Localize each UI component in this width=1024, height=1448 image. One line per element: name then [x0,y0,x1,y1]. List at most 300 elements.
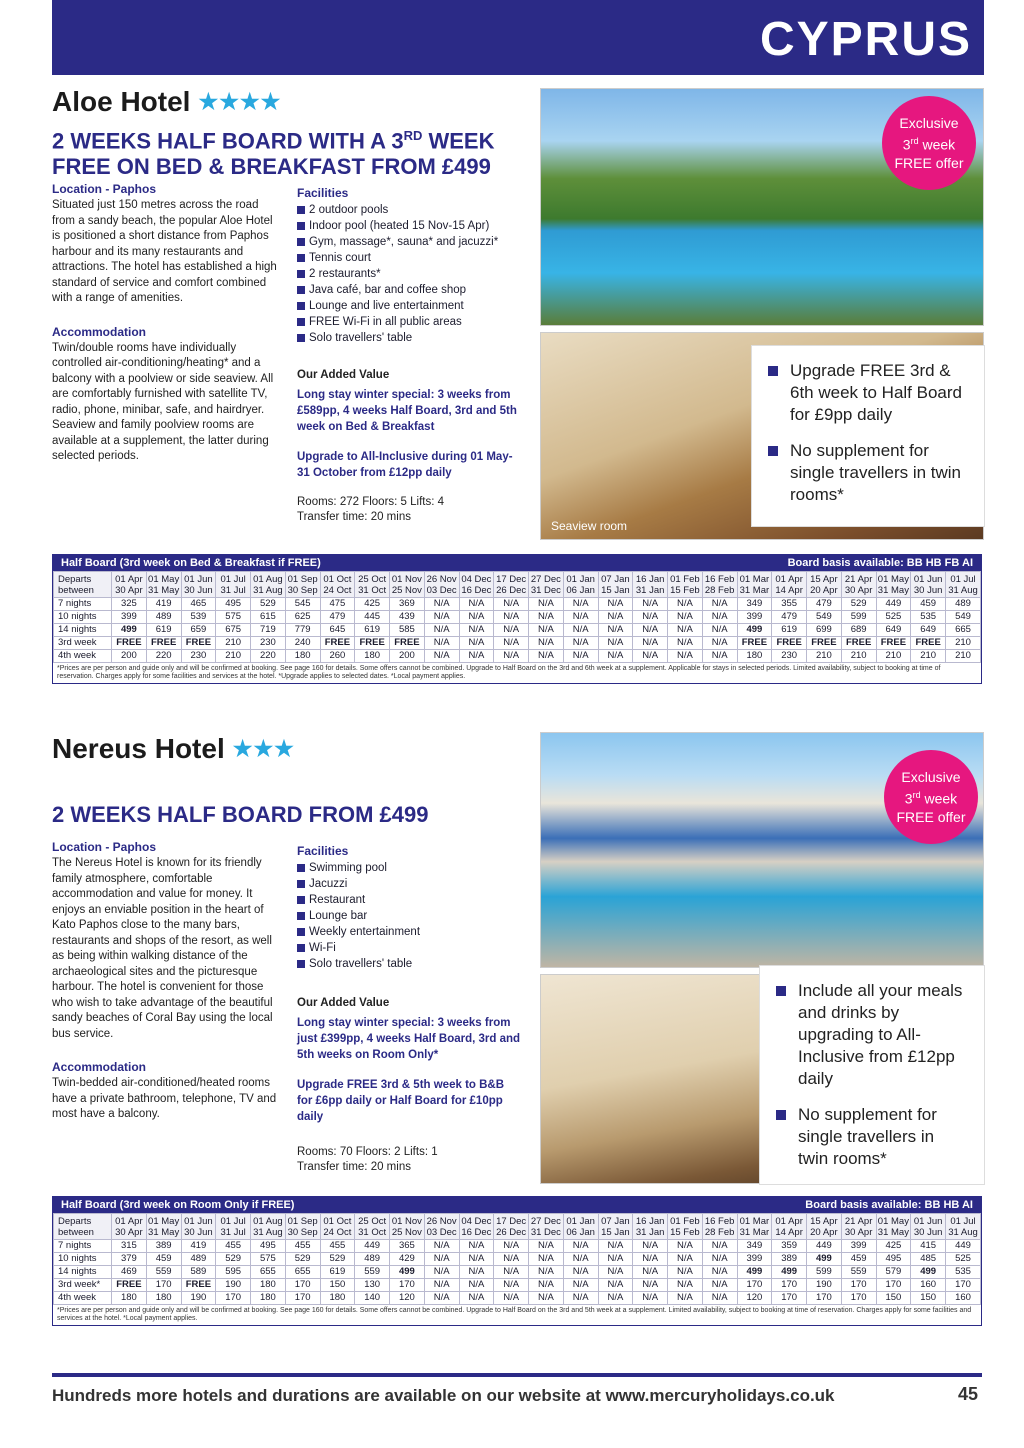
price-cell: 220 [251,650,286,663]
price-cell: 210 [876,650,911,663]
price-cell: N/A [494,1240,529,1253]
price-cell: 499 [390,1266,425,1279]
board-basis: Board basis available: BB HB AI [805,1199,973,1211]
period-header: 01 Apr 14 Apr [772,1214,807,1240]
period-header: 26 Nov 03 Dec [424,572,459,598]
feature-item: No supplement for single travellers in twin rooms* [776,1104,968,1170]
period-header: 01 Jan 06 Jan [563,572,598,598]
price-cell: 365 [390,1240,425,1253]
bullet-square-icon [768,446,778,456]
price-cell: 399 [841,1240,876,1253]
aloe-offer-headline: 2 WEEKS HALF BOARD WITH A 3RD WEEK FREE ON BED & BREAKFAST FROM £499 [52,128,495,180]
price-cell: 439 [390,611,425,624]
row-label: 14 nights [54,1266,112,1279]
period-header: 01 Jul 31 Aug [946,572,981,598]
price-cell: N/A [494,1253,529,1266]
price-cell: 455 [285,1240,320,1253]
period-header: 01 Jun 30 Jun [911,1214,946,1240]
bullet-square-icon [297,302,305,310]
price-cell: 355 [772,598,807,611]
bullet-square-icon [776,986,786,996]
period-header: 01 May 31 May [148,573,180,596]
price-cell: 449 [946,1240,981,1253]
price-cell: 479 [807,598,842,611]
price-cell: 210 [216,650,251,663]
price-cell: 419 [146,598,181,611]
price-cell: 455 [216,1240,251,1253]
accommodation-label: Accommodation [52,324,147,339]
price-cell: 389 [772,1253,807,1266]
price-cell: N/A [459,1292,494,1305]
price-cell: 180 [355,650,390,663]
period-header: 04 Dec 16 Dec [459,1214,494,1240]
price-cell: N/A [424,1266,459,1279]
price-cell: 170 [807,1292,842,1305]
price-cell: 429 [390,1253,425,1266]
bullet-square-icon [297,206,305,214]
row-label: 3rd week* [54,1279,112,1292]
period-header: 01 Apr 30 Apr [112,1214,147,1240]
price-cell: N/A [494,1292,529,1305]
price-cell: 230 [251,637,286,650]
period-header: 01 Jan 06 Jan [563,1214,598,1240]
price-cell: N/A [563,598,598,611]
price-cell: 349 [737,598,772,611]
price-cell: 699 [807,624,842,637]
aloe-feature-box [752,346,984,526]
price-cell: N/A [529,1279,564,1292]
price-cell: N/A [563,1266,598,1279]
footer-divider [52,1373,982,1377]
price-cell: 499 [807,1253,842,1266]
price-cell: 625 [285,611,320,624]
price-cell: N/A [702,611,737,624]
added-value-upgrade: Upgrade to All-Inclusive during 01 May-31 October from £12pp daily [297,451,513,479]
exclusive-offer-badge: Exclusive 3rd week FREE offer [882,96,976,190]
price-cell: N/A [668,598,703,611]
price-cell: FREE [181,637,216,650]
price-cell: 719 [251,624,286,637]
added-value-upgrade: Upgrade FREE 3rd & 5th week to B&B for £6pp daily or Half Board for £10pp daily [297,1079,505,1123]
period-header: 01 Jun 30 Jun [911,572,946,598]
table-row [54,1240,981,1253]
list-item: Lounge and live entertainment [297,298,521,314]
price-cell: 619 [355,624,390,637]
price-cell: 495 [876,1253,911,1266]
period-header: 01 May 31 May [877,1215,909,1238]
hotel-name: Aloe Hotel [52,86,191,117]
price-cell: 170 [390,1279,425,1292]
price-cell: N/A [598,598,633,611]
price-cell: 180 [251,1292,286,1305]
departs-header: Departs between [54,1214,112,1240]
period-header: 17 Dec 26 Dec [494,572,529,598]
price-cell: N/A [598,1292,633,1305]
price-cell: FREE [355,637,390,650]
price-cell: FREE [772,637,807,650]
list-item: FREE Wi-Fi in all public areas [297,314,521,330]
price-cell: 535 [911,611,946,624]
bullet-square-icon [297,944,305,952]
photo-caption: Seaview room [551,519,628,533]
bullet-square-icon [768,366,778,376]
price-cell: 499 [737,1266,772,1279]
price-cell: 489 [355,1253,390,1266]
price-cell: 499 [737,624,772,637]
period-header: 21 Apr 30 Apr [841,572,876,598]
facilities-list [297,202,521,346]
row-label: 10 nights [54,1253,112,1266]
price-cell: 150 [876,1292,911,1305]
price-cell: 539 [181,611,216,624]
bullet-square-icon [297,960,305,968]
price-cell: 170 [772,1279,807,1292]
price-cell: 315 [112,1240,147,1253]
price-cell: 499 [112,624,147,637]
price-cell: N/A [424,624,459,637]
price-cell: N/A [633,611,668,624]
aloe-price-table [52,554,982,684]
location-text: Situated just 150 metres across the road from a sandy beach, the popular Aloe Hotel is positioned a short distance from Paphos harbour and its many restaurants and attractions. The hotel has established a high standard of service and comfort combined with a range of amenities. [52,199,277,304]
price-cell: 120 [737,1292,772,1305]
price-cell: 545 [285,598,320,611]
price-cell: 180 [112,1292,147,1305]
price-cell: 150 [911,1292,946,1305]
price-cell: 529 [251,598,286,611]
price-cell: 260 [320,650,355,663]
period-header: 01 May 31 May [148,1215,180,1238]
period-header: 01 Jul 31 Jul [216,572,251,598]
table-header-row [54,572,981,598]
location-label: Location - Paphos [52,182,157,196]
price-cell: 449 [876,598,911,611]
price-cell: 325 [112,598,147,611]
price-cell: 485 [911,1253,946,1266]
price-cell: 170 [841,1279,876,1292]
period-header: 01 Feb 15 Feb [668,572,703,598]
price-cell: N/A [702,624,737,637]
price-cell: 180 [251,1279,286,1292]
price-cell: N/A [633,650,668,663]
price-cell: 529 [320,1253,355,1266]
period-header: 01 Jun 30 Jun [181,1214,216,1240]
bullet-square-icon [297,880,305,888]
price-cell: 665 [946,624,981,637]
bullet-square-icon [297,864,305,872]
price-cell: 499 [772,1266,807,1279]
period-header: 01 Nov 25 Nov [390,572,425,598]
price-cell: 230 [772,650,807,663]
accommodation-label: Accommodation [52,1060,147,1074]
price-cell: 525 [946,1253,981,1266]
price-cell: N/A [633,1279,668,1292]
period-header: 01 Aug 31 Aug [251,1214,286,1240]
price-cell: 240 [285,637,320,650]
price-cell: 559 [841,1266,876,1279]
price-cell: N/A [598,1279,633,1292]
price-cell: 535 [946,1266,981,1279]
price-cell: N/A [424,611,459,624]
price-cell: N/A [702,1240,737,1253]
period-header: 01 May 31 May [877,573,909,596]
country-title: CYPRUS [759,13,972,66]
price-cell: 170 [876,1279,911,1292]
list-item: 2 outdoor pools [297,202,521,218]
list-item: Solo travellers' table [297,330,521,346]
price-cell: 210 [946,650,981,663]
nereus-offer-headline: 2 WEEKS HALF BOARD FROM £499 [52,802,429,827]
price-cell: 489 [146,611,181,624]
price-cell: N/A [529,637,564,650]
page-banner [52,0,984,75]
price-cell: N/A [668,1253,703,1266]
table-row [54,1253,981,1266]
period-header: 01 Sep 30 Sep [285,1214,320,1240]
location-text: The Nereus Hotel is known for its friendly family atmosphere, comfortable accommodation and value for money. It enjoys an enviable position in the heart of Kato Paphos close to the many bars, restaurants and shops of the resort, as well as being within walking distance of the archaeological sites and the picturesque harbour. The hotel is convenient for those who wish to take advantage of the beautiful sandy beaches of Coral Bay using the local bus service. [52,857,273,1040]
price-cell: 170 [737,1279,772,1292]
bullet-square-icon [297,270,305,278]
table-row [54,611,981,624]
accommodation-text: Twin/double rooms have individually controlled air-conditioning/heating* and a balcony with a poolview or side seaview. All are comfortably furnished with satellite TV, radio, phone, minibar, safe, and hairdryer. Seaview and family poolview rooms are available at a supplement, the latter during selected periods. [52,341,274,462]
row-label: 7 nights [54,598,112,611]
price-cell: 585 [390,624,425,637]
price-cell: N/A [424,637,459,650]
price-cell: N/A [633,637,668,650]
price-cell: N/A [563,1240,598,1253]
list-item: Jacuzzi [297,876,521,892]
price-cell: 619 [320,1266,355,1279]
price-cell: N/A [459,1253,494,1266]
price-cell: 160 [911,1279,946,1292]
price-cell: 559 [146,1266,181,1279]
period-header: 01 Feb 15 Feb [668,1214,703,1240]
period-header: 01 Jul 31 Aug [946,1214,981,1240]
price-cell: N/A [529,1292,564,1305]
bullet-square-icon [297,286,305,294]
price-cell: N/A [598,1266,633,1279]
price-cell: 649 [876,624,911,637]
price-cell: 220 [146,650,181,663]
price-cell: N/A [598,650,633,663]
price-cell: N/A [702,598,737,611]
price-cell: 200 [112,650,147,663]
price-cell: 599 [841,611,876,624]
price-cell: N/A [529,598,564,611]
price-cell: N/A [563,611,598,624]
price-cell: 479 [320,611,355,624]
price-cell: 150 [320,1279,355,1292]
price-cell: N/A [459,624,494,637]
price-cell: N/A [459,650,494,663]
price-cell: 210 [946,637,981,650]
price-cell: N/A [494,598,529,611]
list-item: Java café, bar and coffee shop [297,282,521,298]
price-cell: N/A [529,1266,564,1279]
list-item: Gym, massage*, sauna* and jacuzzi* [297,234,521,250]
price-cell: 170 [946,1279,981,1292]
bullet-square-icon [297,254,305,262]
price-cell: N/A [668,1266,703,1279]
price-cell: N/A [563,624,598,637]
hotel-name: Nereus Hotel [52,733,225,764]
price-cell: 495 [216,598,251,611]
price-cell: 180 [285,650,320,663]
price-cell: N/A [702,1253,737,1266]
price-cell: FREE [737,637,772,650]
price-cell: 425 [355,598,390,611]
price-cell: N/A [529,611,564,624]
price-cell: 779 [285,624,320,637]
period-header: 16 Feb 28 Feb [702,1214,737,1240]
price-cell: 529 [216,1253,251,1266]
nereus-feature-box [760,966,984,1184]
price-cell: 659 [181,624,216,637]
period-header: 17 Dec 26 Dec [494,1214,529,1240]
price-cell: N/A [459,1266,494,1279]
price-cell: N/A [529,624,564,637]
price-cell: 459 [146,1253,181,1266]
price-cell: N/A [633,1240,668,1253]
row-label: 3rd week [54,637,112,650]
price-cell: N/A [633,598,668,611]
price-cell: 170 [841,1292,876,1305]
exclusive-offer-badge: Exclusive 3rd week FREE offer [884,750,978,844]
price-cell: N/A [633,1292,668,1305]
price-cell: 210 [911,650,946,663]
list-item: Restaurant [297,892,521,908]
price-cell: 449 [807,1240,842,1253]
location-label: Location - Paphos [52,840,157,854]
price-cell: 595 [216,1266,251,1279]
price-cell: FREE [807,637,842,650]
bullet-square-icon [297,238,305,246]
list-item: Swimming pool [297,860,521,876]
period-header: 04 Dec 16 Dec [459,572,494,598]
price-cell: N/A [702,1279,737,1292]
price-cell: N/A [424,1253,459,1266]
price-cell: 160 [946,1292,981,1305]
period-header: 01 Oct 24 Oct [320,1214,355,1240]
price-cell: N/A [529,1253,564,1266]
table-row [54,650,981,663]
price-cell: N/A [494,624,529,637]
period-header: 01 Apr 30 Apr [112,572,147,598]
price-cell: FREE [390,637,425,650]
nereus-facilities-column [297,844,521,1175]
list-item: Indoor pool (heated 15 Nov-15 Apr) [297,218,521,234]
price-cell: 170 [216,1292,251,1305]
price-cell: N/A [424,650,459,663]
table-header-row [54,1214,981,1240]
price-cell: 369 [390,598,425,611]
period-header: 15 Apr 20 Apr [807,1214,842,1240]
price-cell: N/A [633,1253,668,1266]
period-header: 25 Oct 31 Oct [355,1214,390,1240]
facilities-list [297,860,521,972]
list-item: Weekly entertainment [297,924,521,940]
period-header: 26 Nov 03 Dec [424,1214,459,1240]
price-grid [53,1213,981,1305]
price-cell: 489 [946,598,981,611]
period-header: 01 Aug 31 Aug [251,572,286,598]
table-row [54,598,981,611]
price-cell: 655 [285,1266,320,1279]
aloe-description-column [52,182,278,465]
period-header: 16 Jan 31 Jan [633,1214,668,1240]
price-cell: 140 [355,1292,390,1305]
price-cell: N/A [459,598,494,611]
price-cell: N/A [494,650,529,663]
bullet-square-icon [297,318,305,326]
bullet-square-icon [297,896,305,904]
price-cell: 180 [146,1292,181,1305]
feature-item: No supplement for single travellers in twin rooms* [768,440,968,506]
facilities-label: Facilities [297,844,349,858]
price-cell: FREE [876,637,911,650]
table-row [54,1279,981,1292]
price-cell: 399 [737,1253,772,1266]
price-cell: 479 [772,611,807,624]
price-cell: 419 [181,1240,216,1253]
price-cell: 689 [841,624,876,637]
price-cell: 465 [181,598,216,611]
fine-print: *Prices are per person and guide only and will be confirmed at booking. See page 160 for details. Some offers cannot be combined. Upgrade to Half Board on the 3rd and 5th week at a supplement. Limited availability, subject to booking at time of reservation. Charges apply for some facilities and services at the hotel. *Local payment applies. [57,1307,972,1322]
price-cell: FREE [146,637,181,650]
price-cell: 599 [807,1266,842,1279]
price-cell: 449 [355,1240,390,1253]
list-item: Lounge bar [297,908,521,924]
price-cell: 475 [320,598,355,611]
price-cell: 575 [216,611,251,624]
transfer-time: Transfer time: 20 mins [297,511,411,523]
footer-website-note: Hundreds more hotels and durations are available on our website at www.mercuryholidays.co.uk [52,1386,835,1405]
price-cell: 425 [876,1240,911,1253]
star-rating-icon: ★★★ [232,736,295,761]
price-cell: 210 [807,650,842,663]
price-grid [53,571,981,663]
price-cell: 230 [181,650,216,663]
period-header: 01 Sep 30 Sep [285,572,320,598]
price-cell: N/A [563,1279,598,1292]
price-cell: N/A [494,1279,529,1292]
price-cell: 529 [285,1253,320,1266]
price-cell: 579 [876,1266,911,1279]
period-header: 15 Apr 20 Apr [807,572,842,598]
bullet-square-icon [297,912,305,920]
price-cell: 459 [841,1253,876,1266]
price-cell: N/A [529,650,564,663]
price-cell: N/A [668,624,703,637]
period-header: 01 Nov 25 Nov [390,1214,425,1240]
added-value-offer: Long stay winter special: 3 weeks from £589pp, 4 weeks Half Board, 3rd and 5th week on Bed & Breakfast [297,389,517,433]
period-header: 27 Dec 31 Dec [529,572,564,598]
added-value-label: Our Added Value [297,997,390,1009]
price-cell: 359 [772,1240,807,1253]
added-value-label: Our Added Value [297,369,390,381]
rooms-info: Rooms: 272 Floors: 5 Lifts: 4 [297,496,445,508]
price-cell: 549 [946,611,981,624]
price-cell: 495 [251,1240,286,1253]
price-cell: N/A [494,1266,529,1279]
table-title: Half Board (3rd week on Bed & Breakfast if FREE) [61,557,321,569]
row-label: 4th week [54,1292,112,1305]
nereus-price-table [52,1196,982,1326]
bullet-square-icon [297,334,305,342]
price-cell: 170 [285,1292,320,1305]
price-cell: 389 [146,1240,181,1253]
price-cell: 649 [911,624,946,637]
price-cell: 130 [355,1279,390,1292]
